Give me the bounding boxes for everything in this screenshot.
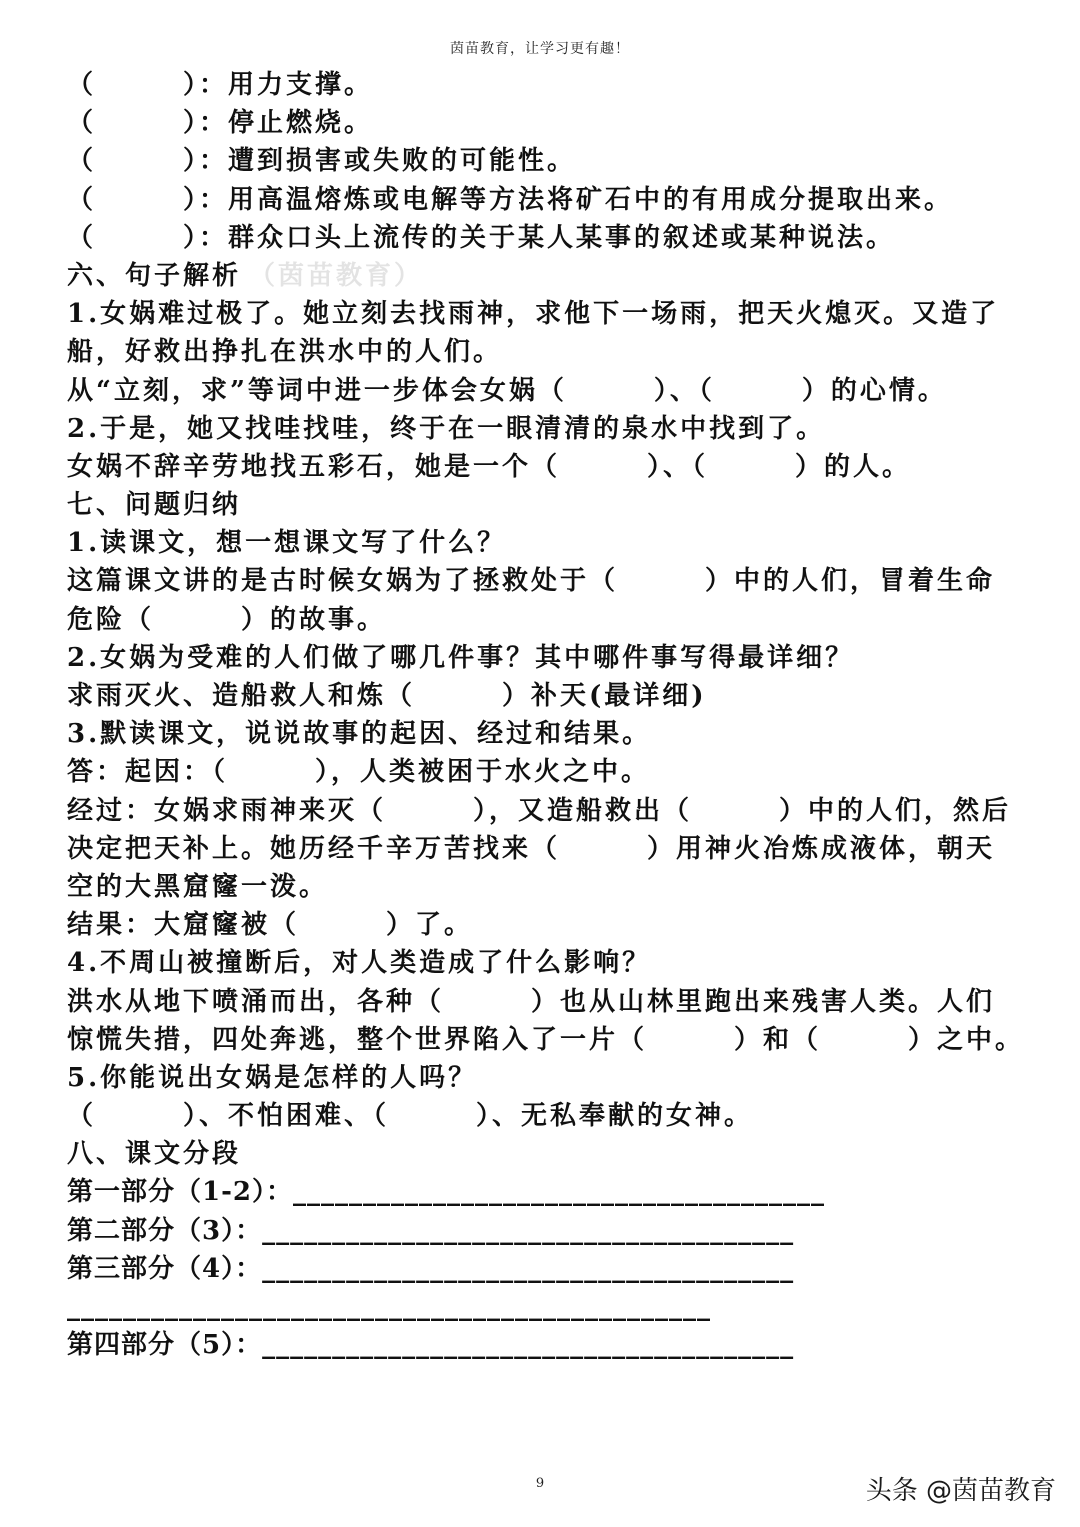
section-heading-6-text: 六、句子解析 bbox=[67, 260, 242, 291]
sentence-1-line-1: 1.女娲难过极了。她立刻去找雨神，求他下一场雨，把天火熄灭。又造了 bbox=[67, 299, 1000, 330]
brand-watermark: 头条 @茵苗教育 bbox=[865, 1476, 1056, 1506]
part-1-line: 第一部分（1-2）：______________________________________ bbox=[67, 1177, 825, 1208]
question-2: 2.女娲为受难的人们做了哪几件事？其中哪件事写得最详细？ bbox=[67, 642, 855, 673]
sentence-2-line: 2.于是，她又找哇找哇，终于在一眼清清的泉水中找到了。 bbox=[67, 413, 826, 444]
sentence-2-question: 女娲不辞辛劳地找五彩石，她是一个（ ）、（ ）的人。 bbox=[67, 451, 912, 482]
part-3-continuation-line: ______________________________________________ bbox=[67, 1292, 711, 1322]
part-4-line: 第四部分（5）：______________________________________ bbox=[67, 1330, 795, 1361]
answer-1-line-2: 危险（ ）的故事。 bbox=[67, 604, 387, 635]
page-header: 茵苗教育，让学习更有趣！ bbox=[450, 41, 630, 57]
section-heading-6 bbox=[67, 257, 1027, 295]
answer-1-line-1: 这篇课文讲的是古时候女娲为了拯救处于（ ）中的人们，冒着生命 bbox=[67, 566, 996, 597]
definition-line-2: （ ）：停止燃烧。 bbox=[67, 108, 374, 139]
question-3: 3.默读课文，说说故事的起因、经过和结果。 bbox=[67, 719, 652, 750]
answer-4-line-1: 洪水从地下喷涌而出，各种（ ）也从山林里跑出来残害人类。人们 bbox=[67, 986, 996, 1017]
answer-5: （ ）、不怕困难、（ ）、无私奉献的女神。 bbox=[67, 1101, 754, 1132]
answer-3-cause: 答：起因：（ ），人类被困于水火之中。 bbox=[67, 757, 651, 788]
answer-3-process-line-3: 空的大黑窟窿一泼。 bbox=[67, 871, 329, 902]
sentence-1-question: 从“立刻，求”等词中进一步体会女娲（ ）、（ ）的心情。 bbox=[67, 375, 947, 406]
section-heading-8: 八、课文分段 bbox=[67, 1139, 242, 1170]
answer-3-result: 结果：大窟窿被（ ）了。 bbox=[67, 910, 474, 941]
page-number: 9 bbox=[535, 1476, 545, 1491]
watermark-text: （茵苗教育） bbox=[249, 260, 424, 291]
part-2-line: 第二部分（3）：______________________________________ bbox=[67, 1215, 795, 1246]
answer-3-process-line-2: 决定把天补上。她历经千辛万苦找来（ ）用神火冶炼成液体，朝天 bbox=[67, 833, 996, 864]
answer-2: 求雨灭火、造船救人和炼（ ）补天(最详细) bbox=[67, 681, 707, 711]
document-body bbox=[67, 66, 1027, 1364]
definition-line-3: （ ）：遭到损害或失败的可能性。 bbox=[67, 146, 577, 177]
question-1: 1.读课文，想一想课文写了什么？ bbox=[67, 528, 507, 559]
section-heading-7: 七、问题归纳 bbox=[67, 490, 242, 521]
definition-line-4: （ ）：用高温熔炼或电解等方法将矿石中的有用成分提取出来。 bbox=[67, 184, 954, 215]
definition-line-1: （ ）：用力支撑。 bbox=[67, 70, 374, 100]
definition-line-5: （ ）：群众口头上流传的关于某人某事的叙述或某种说法。 bbox=[67, 222, 896, 253]
answer-4-line-2: 惊慌失措，四处奔逃，整个世界陷入了一片（ ）和（ ）之中。 bbox=[67, 1024, 1025, 1055]
answer-3-process-line-1: 经过：女娲求雨神来灭（ ），又造船救出（ ）中的人们，然后 bbox=[67, 795, 1012, 826]
part-3-line: 第三部分（4）：______________________________________ bbox=[67, 1253, 795, 1284]
sentence-1-line-2: 船，好救出挣扎在洪水中的人们。 bbox=[67, 337, 503, 368]
question-5: 5.你能说出女娲是怎样的人吗？ bbox=[67, 1062, 478, 1093]
question-4: 4.不周山被撞断后，对人类造成了什么影响？ bbox=[67, 948, 652, 979]
